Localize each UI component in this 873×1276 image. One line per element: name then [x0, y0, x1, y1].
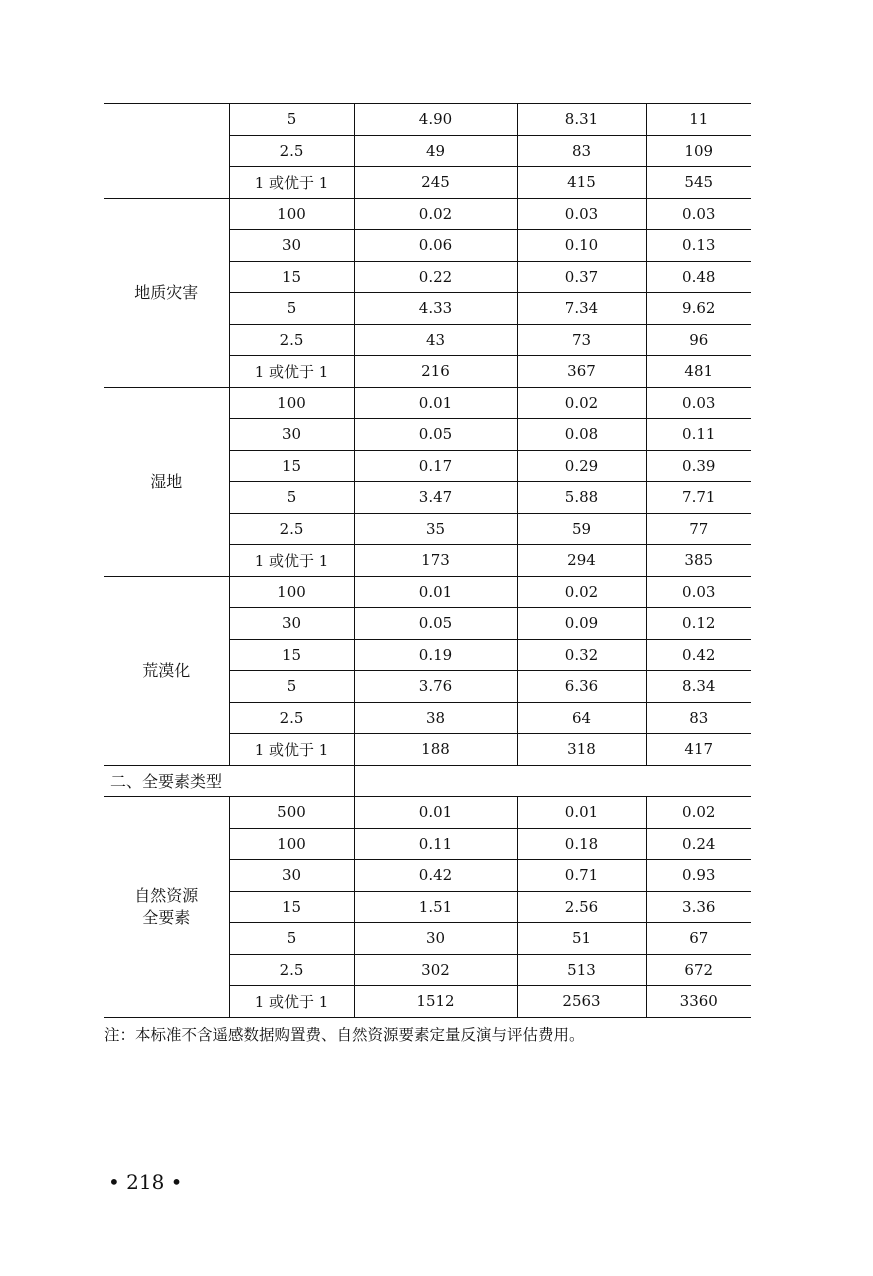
- value-cell: 3360: [646, 986, 751, 1018]
- value-cell: 51: [517, 923, 646, 955]
- value-cell: 318: [517, 734, 646, 766]
- value-cell: 38: [354, 702, 517, 734]
- value-cell: 0.01: [354, 797, 517, 829]
- value-cell: 6.36: [517, 671, 646, 703]
- resolution-cell: 100: [229, 828, 354, 860]
- value-cell: 4.90: [354, 104, 517, 136]
- page-number: • 218 •: [108, 1170, 183, 1194]
- value-cell: 8.31: [517, 104, 646, 136]
- value-cell: 3.36: [646, 891, 751, 923]
- value-cell: 77: [646, 513, 751, 545]
- category-label: 荒漠化: [142, 660, 191, 680]
- fee-table: [104, 103, 751, 1018]
- value-cell: 0.71: [517, 860, 646, 892]
- value-cell: 0.10: [517, 230, 646, 262]
- value-cell: 4.33: [354, 293, 517, 325]
- value-cell: 1.51: [354, 891, 517, 923]
- resolution-cell: 30: [229, 860, 354, 892]
- value-cell: 0.06: [354, 230, 517, 262]
- resolution-cell: 1 或优于 1: [229, 734, 354, 766]
- resolution-cell: 30: [229, 419, 354, 451]
- value-cell: 83: [646, 702, 751, 734]
- value-cell: 513: [517, 954, 646, 986]
- value-cell: 0.22: [354, 261, 517, 293]
- value-cell: 64: [517, 702, 646, 734]
- value-cell: 35: [354, 513, 517, 545]
- table-row: [104, 104, 751, 136]
- value-cell: 188: [354, 734, 517, 766]
- value-cell: 5.88: [517, 482, 646, 514]
- value-cell: 385: [646, 545, 751, 577]
- value-cell: 109: [646, 135, 751, 167]
- value-cell: 3.76: [354, 671, 517, 703]
- value-cell: 294: [517, 545, 646, 577]
- value-cell: 545: [646, 167, 751, 199]
- value-cell: 2563: [517, 986, 646, 1018]
- value-cell: 0.05: [354, 608, 517, 640]
- value-cell: 672: [646, 954, 751, 986]
- value-cell: 0.09: [517, 608, 646, 640]
- resolution-cell: 5: [229, 671, 354, 703]
- value-cell: 417: [646, 734, 751, 766]
- value-cell: 7.34: [517, 293, 646, 325]
- value-cell: 302: [354, 954, 517, 986]
- resolution-cell: 15: [229, 261, 354, 293]
- value-cell: 0.03: [646, 576, 751, 608]
- value-cell: 8.34: [646, 671, 751, 703]
- value-cell: 0.13: [646, 230, 751, 262]
- value-cell: 9.62: [646, 293, 751, 325]
- value-cell: 3.47: [354, 482, 517, 514]
- value-cell: 216: [354, 356, 517, 388]
- value-cell: 49: [354, 135, 517, 167]
- value-cell: 0.37: [517, 261, 646, 293]
- category-cell: [104, 198, 229, 387]
- section-row: [104, 765, 751, 797]
- value-cell: 0.24: [646, 828, 751, 860]
- value-cell: 0.17: [354, 450, 517, 482]
- resolution-cell: 5: [229, 482, 354, 514]
- table-row: [104, 198, 751, 230]
- resolution-cell: 2.5: [229, 954, 354, 986]
- category-label: 湿地: [150, 471, 183, 491]
- value-cell: 0.01: [517, 797, 646, 829]
- resolution-cell: 5: [229, 104, 354, 136]
- table-row: [104, 576, 751, 608]
- value-cell: 0.03: [646, 198, 751, 230]
- value-cell: 0.11: [354, 828, 517, 860]
- value-cell: 0.42: [646, 639, 751, 671]
- resolution-cell: 1 或优于 1: [229, 356, 354, 388]
- category-cell: [104, 104, 229, 199]
- resolution-cell: 5: [229, 293, 354, 325]
- value-cell: 96: [646, 324, 751, 356]
- resolution-cell: 2.5: [229, 135, 354, 167]
- value-cell: 0.02: [517, 576, 646, 608]
- value-cell: 0.05: [354, 419, 517, 451]
- value-cell: 0.08: [517, 419, 646, 451]
- value-cell: 0.93: [646, 860, 751, 892]
- value-cell: 0.03: [517, 198, 646, 230]
- resolution-cell: 2.5: [229, 513, 354, 545]
- value-cell: 0.01: [354, 387, 517, 419]
- table-row: [104, 387, 751, 419]
- value-cell: 0.42: [354, 860, 517, 892]
- value-cell: 0.19: [354, 639, 517, 671]
- value-cell: 481: [646, 356, 751, 388]
- resolution-cell: 30: [229, 230, 354, 262]
- category-cell: [104, 576, 229, 765]
- resolution-cell: 1 或优于 1: [229, 545, 354, 577]
- value-cell: 0.29: [517, 450, 646, 482]
- value-cell: 2.56: [517, 891, 646, 923]
- resolution-cell: 100: [229, 576, 354, 608]
- resolution-cell: 15: [229, 639, 354, 671]
- category-cell: [104, 387, 229, 576]
- value-cell: 0.02: [517, 387, 646, 419]
- value-cell: 0.02: [354, 198, 517, 230]
- value-cell: 0.48: [646, 261, 751, 293]
- resolution-cell: 1 或优于 1: [229, 167, 354, 199]
- category-label: 地质灾害: [134, 282, 199, 302]
- value-cell: 30: [354, 923, 517, 955]
- value-cell: 0.01: [354, 576, 517, 608]
- value-cell: 43: [354, 324, 517, 356]
- resolution-cell: 5: [229, 923, 354, 955]
- section-title: 二、全要素类型: [104, 765, 229, 797]
- table-note: 注：本标准不含遥感数据购置费、自然资源要素定量反演与评估费用。: [104, 1026, 585, 1044]
- value-cell: 0.03: [646, 387, 751, 419]
- value-cell: 0.11: [646, 419, 751, 451]
- resolution-cell: 15: [229, 450, 354, 482]
- value-cell: 367: [517, 356, 646, 388]
- resolution-cell: 500: [229, 797, 354, 829]
- resolution-cell: 2.5: [229, 324, 354, 356]
- value-cell: 0.32: [517, 639, 646, 671]
- resolution-cell: 100: [229, 387, 354, 419]
- section-blank: [354, 765, 751, 797]
- resolution-cell: 2.5: [229, 702, 354, 734]
- value-cell: 1512: [354, 986, 517, 1018]
- value-cell: 0.39: [646, 450, 751, 482]
- value-cell: 0.18: [517, 828, 646, 860]
- resolution-cell: 15: [229, 891, 354, 923]
- value-cell: 245: [354, 167, 517, 199]
- resolution-cell: 1 或优于 1: [229, 986, 354, 1018]
- category-label: 自然资源: [134, 885, 199, 905]
- category-cell: [104, 797, 229, 1018]
- value-cell: 73: [517, 324, 646, 356]
- value-cell: 59: [517, 513, 646, 545]
- value-cell: 7.71: [646, 482, 751, 514]
- resolution-cell: 100: [229, 198, 354, 230]
- value-cell: 0.02: [646, 797, 751, 829]
- value-cell: 0.12: [646, 608, 751, 640]
- table-row: [104, 797, 751, 829]
- section-filler: [229, 765, 354, 797]
- category-label: 全要素: [142, 907, 191, 927]
- value-cell: 415: [517, 167, 646, 199]
- resolution-cell: 30: [229, 608, 354, 640]
- value-cell: 11: [646, 104, 751, 136]
- value-cell: 173: [354, 545, 517, 577]
- value-cell: 67: [646, 923, 751, 955]
- value-cell: 83: [517, 135, 646, 167]
